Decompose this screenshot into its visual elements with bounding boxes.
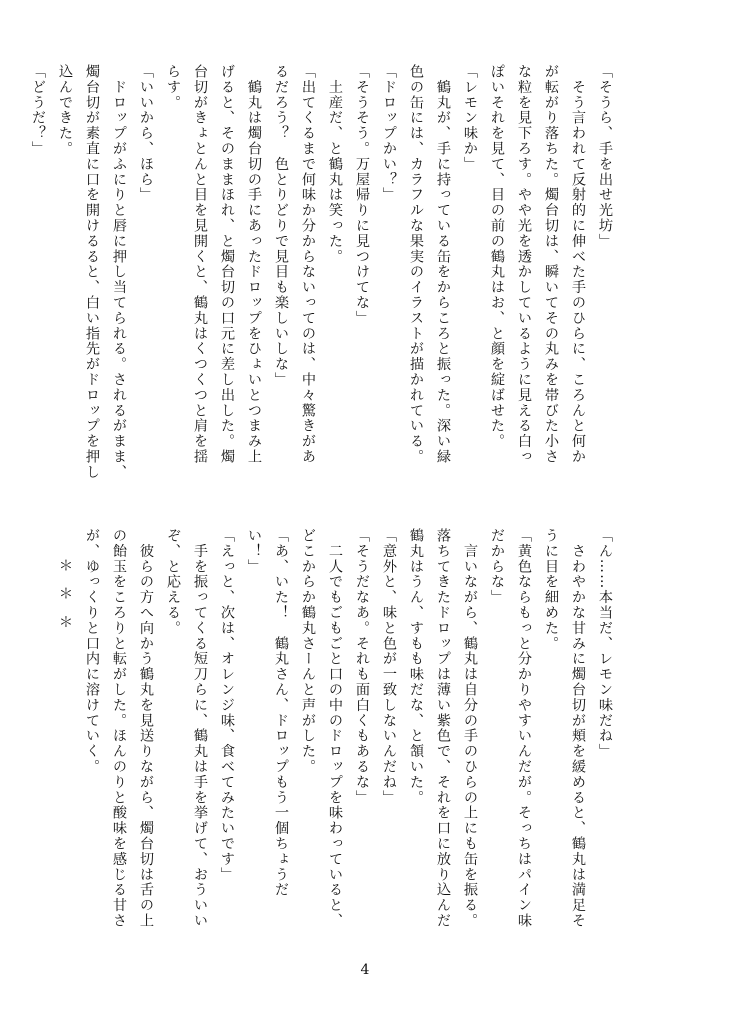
page-number: 4: [360, 962, 370, 978]
text-line: 燭台切が素直に口を開けるると、白い指先がドロップを押し: [84, 64, 100, 480]
text-line: い！」: [246, 528, 262, 575]
text-line: 込んできた。: [57, 64, 73, 157]
text-line: そう言われて反射的に伸べた手のひらに、ころんと何か: [570, 64, 586, 465]
text-line: 彼らの方へ向かう鶴丸を見送りながら、燭台切は舌の上: [138, 528, 154, 929]
lower-text-block: [57, 528, 618, 958]
text-line: ドロップがふにりと唇に押し当てられる。されるがまま、: [111, 64, 127, 480]
text-line: 鶴丸はうん、すもも味だな、と頷いた。: [408, 528, 424, 806]
text-line: の飴玉をころりと転がした。ほんのりと酸味を感じる甘さ: [111, 528, 127, 929]
section-break: ＊＊＊: [57, 558, 73, 643]
text-line: 手を振ってくる短刀らに、鶴丸は手を挙げて、おういい: [192, 528, 208, 929]
text-line: 落ちてきたドロップは薄い紫色で、それを口に放り込んだ: [435, 528, 451, 929]
text-line: 鶴丸が、手に持っている缶をからころと振った。深い緑: [435, 64, 451, 465]
text-line: るだろう？ 色とりどりで見目も楽しいしな」: [273, 64, 289, 388]
text-line: 「そうだなあ。それも面白くもあるな」: [354, 528, 370, 806]
text-line: 「意外と、味と色が一致しないんだね」: [381, 528, 397, 806]
text-line: らす。: [165, 64, 181, 111]
text-line: さわやかな甘みに燭台切が頬を緩めると、鶴丸は満足そ: [570, 528, 586, 929]
text-line: 鶴丸は燭台切の手にあったドロップをひょいとつまみ上: [246, 64, 262, 465]
text-line: げると、そのままほれ、と燭台切の口元に差し出した。燭: [219, 64, 235, 465]
text-line: 「そうら、手を出せ光坊」: [597, 64, 613, 249]
text-line: な粒を見下ろす。やや光を透かしているように見える白っ: [516, 64, 532, 465]
text-line: 「黄色ならもっと分かりやすいんだが。そっちはパイン味: [516, 528, 532, 929]
text-line: 「えっと、次は、オレンジ味、食べてみたいです」: [219, 528, 235, 883]
upper-text-block: [30, 64, 618, 494]
text-line: 台切がきょとんと目を見開くと、鶴丸はくつくつと肩を揺: [192, 64, 208, 465]
text-line: 「いいから、ほら」: [138, 64, 154, 203]
text-line: 二人でもごもごと口の中のドロップを味わっていると、: [327, 528, 343, 929]
text-line: だからな」: [489, 528, 505, 605]
text-line: 「あ、いた！ 鶴丸さん、ドロップもう一個ちょうだ: [273, 528, 289, 898]
text-line: ぽいそれを見て、目の前の鶴丸はお、と顔を綻ばせた。: [489, 64, 505, 449]
text-line: 「どうだ？」: [30, 64, 46, 157]
text-line: 「ん……本当だ、レモン味だね」: [597, 528, 613, 759]
text-line: どこからか鶴丸さーんと声がした。: [300, 528, 316, 775]
text-line: 色の缶には、カラフルな果実のイラストが描かれている。: [408, 64, 424, 465]
text-line: 土産だ、と鶴丸は笑った。: [327, 64, 343, 265]
text-line: うに目を細めた。: [543, 528, 559, 652]
text-line: が転がり落ちた。燭台切は、瞬いてその丸みを帯びた小さ: [543, 64, 559, 465]
text-line: ぞ、と応える。: [165, 528, 181, 636]
text-line: 言いながら、鶴丸は自分の手のひらの上にも缶を振る。: [462, 528, 478, 929]
text-line: 「ドロップかい？」: [381, 64, 397, 203]
text-line: 「そうそう。万屋帰りに見つけてな」: [354, 64, 370, 326]
text-line: 「レモン味か」: [462, 64, 478, 172]
text-line: 「出てくるまで何味か分からないってのは、中々驚きがあ: [300, 64, 316, 465]
text-line: が、ゆっくりと口内に溶けていく。: [84, 528, 100, 775]
